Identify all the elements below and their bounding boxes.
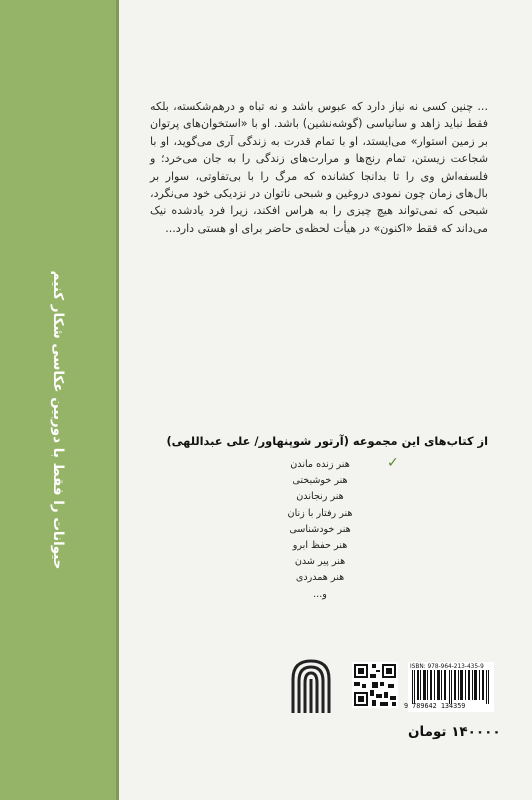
barcode-digits: 9 789642 134359 xyxy=(404,702,466,710)
blurb-paragraph: ... چنین کسی نه نیاز دارد که عبوس باشد و نه تباه و درهم‌شکسته، بلکه فقط نباید زاهد و سانیاسی (گوشه‌نشین) باشد. او با «استخوان‌های پرتوان بر زمین استوار» می‌ایستد، او با تمام قدرت به زندگی آری می‌گوید، او با شجاعت زیستن، تمام رنج‌ها و مرارت‌های زندگی را به جان می‌خرد؛ و فلسفه‌اش وی را تا بدانجا کشانده که مرگ را با بی‌تفاوتی، سوار بر بال‌های زمان چون نمودی دروغین و شبحی ناتوان در نزدیکی خود می‌نگرد، شبحی که نمی‌تواند هیچ چیزی را به هراس افکند، زیرا فرد یادشده نیک می‌داند که فقط «اکنون» در هیأت لحظه‌ی حاضر برای او هستی دارد... xyxy=(150,100,488,235)
series-list xyxy=(250,457,390,603)
series-item: هنر رنجاندن xyxy=(296,491,344,503)
spine-title: حیوانات را فقط با دوربین عکاسی شکار کنیم xyxy=(50,270,66,570)
barcode-bars xyxy=(410,670,492,704)
qr-code xyxy=(352,662,398,708)
back-cover-blurb xyxy=(150,98,488,237)
series-item: هنر حفظ ابرو xyxy=(292,539,348,551)
checkmark-icon: ✓ xyxy=(387,455,399,471)
series-item: و... xyxy=(313,588,327,600)
series-item: هنر خوشبختی xyxy=(292,475,348,487)
publisher-logo xyxy=(289,657,333,715)
isbn-text: ISBN: 978-964-213-435-9 xyxy=(410,664,484,670)
price: ۱۴۰۰۰۰ تومان xyxy=(408,724,501,740)
series-item: هنر رفتار با زنان xyxy=(287,507,353,519)
series-item: هنر پیر شدن xyxy=(294,556,346,568)
series-title: از کتاب‌های این مجموعه (آرتور شوپنهاور/ علی عبداللهی) xyxy=(166,434,488,448)
series-item: هنر خودشناسی xyxy=(289,523,351,535)
series-item: هنر زنده ماندن xyxy=(290,459,350,470)
spine-band xyxy=(0,0,116,800)
spine-edge xyxy=(116,0,119,800)
series-item: هنر همدردی xyxy=(295,572,345,584)
